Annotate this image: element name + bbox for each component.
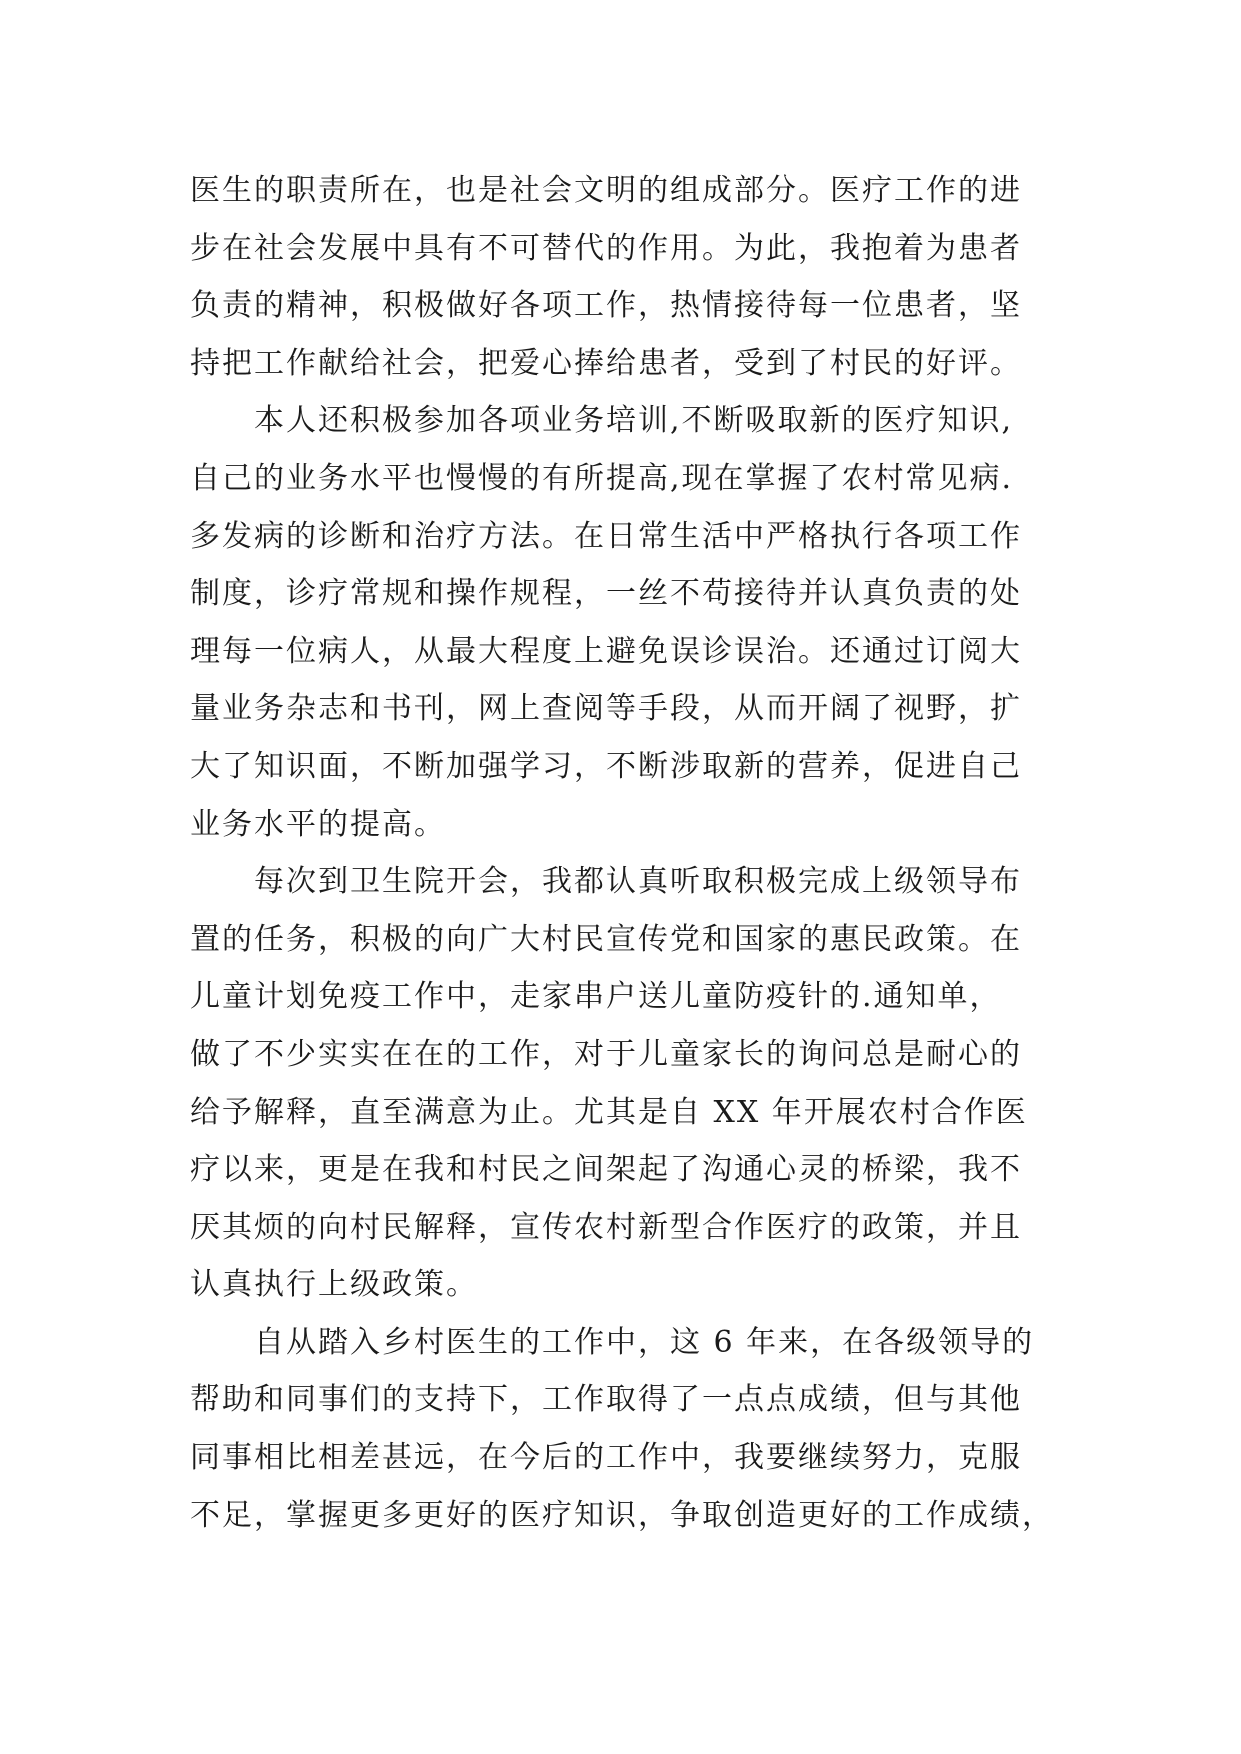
paragraph-line: 认真执行上级政策。 [190,1267,478,1303]
paragraph-line: 儿童计划免疫工作中，走家串户送儿童防疫针的.通知单， [190,979,1002,1015]
paragraph-line: 持把工作献给社会，把爱心捧给患者，受到了村民的好评。 [190,345,1022,381]
paragraph-line: 理每一位病人，从最大程度上避免误诊误治。还通过订阅大 [190,633,1022,669]
paragraph-line: 医生的职责所在，也是社会文明的组成部分。医疗工作的进 [190,173,1022,208]
paragraph-line: 制度，诊疗常规和操作规程，一丝不苟接待并认真负责的处 [190,576,1022,612]
paragraph-line: 置的任务，积极的向广大村民宣传党和国家的惠民政策。在 [190,921,1022,957]
paragraph-line: 同事相比相差甚远，在今后的工作中，我要继续努力，克服 [190,1440,1022,1476]
paragraph-line: 疗以来，更是在我和村民之间架起了沟通心灵的桥梁，我不 [190,1152,1022,1188]
paragraph-line: 自己的业务水平也慢慢的有所提高,现在掌握了农村常见病. [190,460,1014,496]
paragraph-line: 多发病的诊断和治疗方法。在日常生活中严格执行各项工作 [190,518,1022,554]
document-body [190,162,1070,1544]
paragraph-line: 量业务杂志和书刊，网上查阅等手段，从而开阔了视野，扩 [190,691,1022,727]
paragraph-line: 大了知识面，不断加强学习，不断涉取新的营养，促进自己 [190,748,1022,784]
paragraph-first-line: 每次到卫生院开会，我都认真听取积极完成上级领导布 [254,864,1022,900]
paragraph-line: 给予解释，直至满意为止。尤其是自 XX 年开展农村合作医 [190,1094,1028,1130]
paragraph-line: 步在社会发展中具有不可替代的作用。为此，我抱着为患者 [190,230,1022,266]
paragraph-line: 做了不少实实在在的工作，对于儿童家长的询问总是耐心的 [190,1036,1022,1072]
paragraph-first-line: 本人还积极参加各项业务培训,不断吸取新的医疗知识, [254,403,1014,439]
paragraph-line: 负责的精神，积极做好各项工作，热情接待每一位患者，坚 [190,288,1022,324]
paragraph-line: 不足，掌握更多更好的医疗知识，争取创造更好的工作成绩， [190,1497,1054,1533]
paragraph-line: 帮助和同事们的支持下，工作取得了一点点成绩，但与其他 [190,1382,1022,1418]
paragraph-line: 厌其烦的向村民解释，宣传农村新型合作医疗的政策，并且 [190,1209,1022,1245]
paragraph-line: 业务水平的提高。 [190,806,446,842]
paragraph-first-line: 自从踏入乡村医生的工作中，这 6 年来，在各级领导的 [254,1324,1035,1360]
